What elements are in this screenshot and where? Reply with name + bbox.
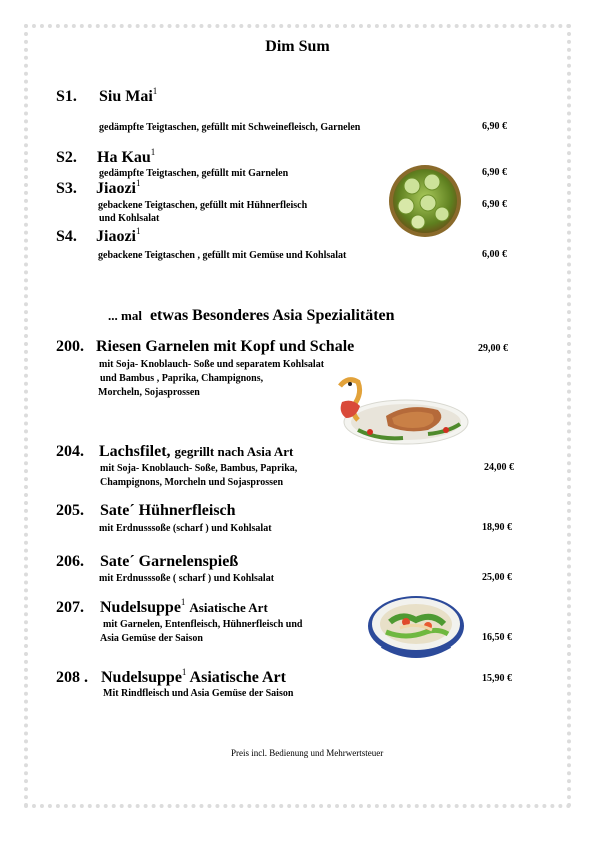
item-name-text: Nudelsuppe [100, 599, 181, 616]
item-code: 208 . [56, 669, 88, 686]
noodle-soup-photo [366, 592, 466, 666]
item-price: 6,90 € [482, 121, 507, 132]
allergen-note: 1 [152, 86, 158, 96]
item-code: 200. [56, 338, 84, 355]
item-description: und Kohlsalat [99, 213, 160, 224]
item-price: 29,00 € [478, 343, 508, 354]
specials-heading-prefix: ... mal [108, 308, 142, 323]
item-price: 25,00 € [482, 572, 512, 583]
specials-heading-text: etwas Besonderes Asia Spezialitäten [149, 307, 395, 324]
item-name-text: Jiaozi [96, 180, 136, 197]
item-price: 18,90 € [482, 522, 512, 533]
item-name-text: Jiaozi [96, 228, 136, 245]
item-name: Riesen Garnelen mit Kopf und Schale [96, 338, 355, 355]
item-name [96, 228, 141, 246]
item-description: mit Soja- Knoblauch- Soße und separatem Kohlsalat [99, 359, 325, 370]
allergen-note: 1 [136, 226, 141, 236]
item-name-suffix: Asiatische Art [189, 669, 286, 686]
item-description: Morcheln, Sojasprossen [98, 387, 200, 398]
item-name [99, 88, 157, 106]
allergen-note: 1 [150, 147, 156, 157]
allergen-note: 1 [181, 667, 187, 677]
item-name [97, 149, 155, 167]
item-price: 24,00 € [484, 462, 514, 473]
item-description: gedämpfte Teigtaschen, gefüllt mit Garnelen [99, 168, 289, 179]
page-title: Dim Sum [265, 38, 330, 55]
allergen-note: 1 [136, 178, 141, 188]
item-price: 6,90 € [482, 199, 507, 210]
item-name [100, 599, 268, 617]
item-description: mit Garnelen, Entenfleisch, Hühnerfleisch und [103, 619, 303, 630]
item-name-suffix: Asiatische Art [189, 600, 268, 615]
item-price: 6,00 € [482, 249, 507, 260]
item-name [96, 180, 141, 198]
item-code: S4. [56, 228, 77, 245]
item-description: Asia Gemüse der Saison [100, 633, 203, 644]
item-code: 207. [56, 599, 84, 616]
item-code: S2. [56, 149, 77, 166]
item-description: mit Soja- Knoblauch- Soße, Bambus, Paprika, [100, 463, 298, 474]
specials-heading [108, 307, 395, 325]
item-description: gedämpfte Teigtaschen, gefüllt mit Schweinefleisch, Garnelen [99, 122, 361, 133]
allergen-note: 1 [180, 597, 186, 607]
item-description: Mit Rindfleisch und Asia Gemüse der Saison [103, 688, 294, 699]
item-code: S1. [56, 88, 77, 105]
item-description: mit Erdnusssoße (scharf ) und Kohlsalat [99, 523, 272, 534]
item-description: gebackene Teigtaschen, gefüllt mit Hühnerfleisch [98, 200, 308, 211]
item-price: 16,50 € [482, 632, 512, 643]
item-code: S3. [56, 180, 77, 197]
item-name: Sate´ Hühnerfleisch [100, 502, 236, 519]
item-code: 204. [56, 443, 84, 460]
item-name [99, 443, 293, 461]
item-name-suffix: gegrillt nach Asia Art [174, 444, 294, 459]
item-name: Sate´ Garnelenspieß [100, 553, 239, 570]
item-price: 15,90 € [482, 673, 512, 684]
item-description: mit Erdnusssoße ( scharf ) und Kohlsalat [99, 573, 275, 584]
item-description: gebackene Teigtaschen , gefüllt mit Gemüse und Kohlsalat [98, 250, 347, 261]
shrimp-plate-photo [328, 372, 470, 448]
item-code: 205. [56, 502, 84, 519]
item-name [101, 669, 286, 687]
item-description: und Bambus , Paprika, Champignons, [100, 373, 264, 384]
item-name-text: Ha Kau [97, 149, 151, 166]
price-footnote: Preis incl. Bedienung und Mehrwertsteuer [231, 748, 384, 758]
item-code: 206. [56, 553, 84, 570]
item-name-text: Siu Mai [99, 88, 153, 105]
item-price: 6,90 € [482, 167, 507, 178]
dim-sum-basket-photo [388, 162, 462, 238]
item-description: Champignons, Morcheln und Sojasprossen [100, 477, 284, 488]
item-name-text: Nudelsuppe [101, 669, 182, 686]
item-name-text: Lachsfilet, [99, 443, 171, 460]
